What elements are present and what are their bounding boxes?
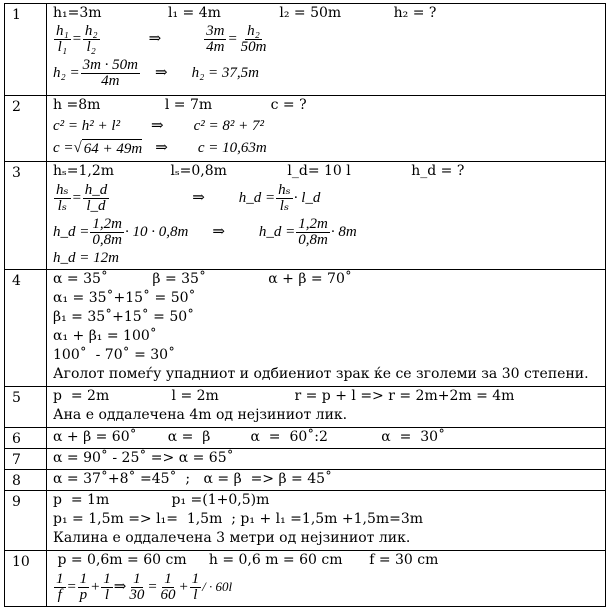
table-row <box>5 551 606 607</box>
row-content <box>47 449 606 470</box>
row-content <box>47 428 606 449</box>
row-content <box>47 470 606 491</box>
row-content <box>47 270 606 387</box>
row-content <box>47 551 606 607</box>
row-number: 1 <box>5 4 47 96</box>
table-row <box>5 96 606 162</box>
given-line: h₁=3m l₁ = 4m l₂ = 50m h₂ = ? <box>53 5 437 21</box>
table-row <box>5 162 606 270</box>
table-row <box>5 491 606 551</box>
lens-equation-line: $\frac{1}{f}$ = $\frac{1}{p}$ + $\frac{1}{l}$ ⇒ $\frac{1}{30}$ = $\frac{1}{60}$ + $\frac{1}{l}$ / · 60l <box>56 570 233 603</box>
row-number: 8 <box>5 470 47 491</box>
text-line: p = 2m l = 2m r = p + l => r = 2m+2m = 4m <box>53 388 515 404</box>
fraction: $\frac{1}{l}$ <box>191 570 200 603</box>
fraction: $\frac{1}{30}$ <box>129 570 145 603</box>
implies-arrow: ⇒ <box>155 65 168 81</box>
result-line: h₂ = $\frac{3m \cdot 50m}{4m}$ ⇒ h₂ = 37,5m <box>53 56 260 89</box>
given-line: h =8m l = 7m c = ? <box>53 97 307 113</box>
row-number: 7 <box>5 449 47 470</box>
text-line: β₁ = 35˚+15˚ = 50˚ <box>53 309 195 325</box>
pythagoras-line: c² = h² + l² ⇒ c² = 8² + 7² <box>53 118 264 134</box>
fraction: $\frac{1,2m}{0,8m}$ <box>92 215 122 248</box>
given-line: hₛ=1,2m lₛ=0,8m l_d= 10 l h_d = ? <box>53 163 465 179</box>
fraction: $\frac{1}{l}$ <box>103 570 111 603</box>
text-line: α = 35˚ β = 35˚ α + β = 70˚ <box>53 271 352 287</box>
text-line: α = 90˚ - 25˚ => α = 65˚ <box>53 450 234 466</box>
text-line: α₁ + β₁ = 100˚ <box>53 328 157 344</box>
conclusion-text: Аголот помеѓу упадниот и одбиениот зрак ќе се зголеми за 30 степени. <box>53 366 589 382</box>
fraction: $\frac{3m}{4m}$ <box>206 22 225 55</box>
table-row <box>5 449 606 470</box>
text-line: α₁ = 35˚+15˚ = 50˚ <box>53 290 196 306</box>
row-number: 3 <box>5 162 47 270</box>
conclusion-text: Калина е оддалечена 3 метри од нејзиниот лик. <box>53 530 411 546</box>
implies-arrow: ⇒ <box>155 140 168 156</box>
fraction: $\frac{\text{h₂}}{50m}$ <box>240 22 267 55</box>
text-line: α = 37˚+8˚ =45˚ ; α = β => β = 45˚ <box>53 471 333 487</box>
proportion-line: $\frac{\text{h₁}}{\text{l₁}}$ = $\frac{\text{h₂}}{\text{l₂}}$ ⇒ $\frac{3m}{4m}$ = $\frac{\text{h₂}}{50m}$ <box>56 22 267 55</box>
table-row <box>5 270 606 387</box>
conclusion-text: Ана е оддалечена 4m од нејзиниот лик. <box>53 407 348 423</box>
row-content <box>47 162 606 270</box>
table-row <box>5 428 606 449</box>
given-line: p = 0,6m = 60 cm h = 0,6 m = 60 cm f = 30 cm <box>53 552 439 568</box>
fraction: $\frac{3m \cdot 50m}{4m}$ <box>82 56 139 89</box>
row-content <box>47 4 606 96</box>
fraction: $\frac{\text{h₁}}{\text{l₁}}$ <box>56 22 69 55</box>
row-content <box>47 387 606 428</box>
implies-arrow: ⇒ <box>192 190 205 206</box>
fraction: $\frac{1}{f}$ <box>56 570 64 603</box>
result-line: c = √ 64 + 49m ⇒ c = 10,63m <box>53 140 267 157</box>
fraction: $\frac{1}{p}$ <box>79 570 88 603</box>
implies-arrow: ⇒ <box>151 118 164 134</box>
computation-line: h_d = $\frac{1,2m}{0,8m}$ · 10 · 0,8m ⇒ h_d = $\frac{1,2m}{0,8m}$ · 8m <box>53 215 357 248</box>
row-content <box>47 491 606 551</box>
table-row <box>5 4 606 96</box>
fraction: $\frac{1,2m}{0,8m}$ <box>298 215 328 248</box>
row-number: 5 <box>5 387 47 428</box>
text-line: 100˚ - 70˚ = 30˚ <box>53 347 176 363</box>
implies-arrow: ⇒ <box>212 224 225 240</box>
row-number: 10 <box>5 551 47 607</box>
solutions-table <box>4 3 606 607</box>
fraction: $\frac{\text{hₛ}}{\text{lₛ}}$ <box>56 181 69 214</box>
text-line: p₁ = 1,5m => l₁= 1,5m ; p₁ + l₁ =1,5m +1,5m=3m <box>53 511 424 527</box>
row-number: 4 <box>5 270 47 387</box>
row-content <box>47 96 606 162</box>
text-line: α + β = 60˚ α = β α = 60˚:2 α = 30˚ <box>53 429 446 445</box>
table-row <box>5 470 606 491</box>
fraction: $\frac{h\_d}{l\_d}$ <box>84 181 108 214</box>
result-line: h_d = 12m <box>53 250 119 266</box>
implies-arrow: ⇒ <box>148 31 162 47</box>
implies-arrow: ⇒ <box>113 579 127 595</box>
row-number: 9 <box>5 491 47 551</box>
fraction: $\frac{\text{hₛ}}{\text{lₛ}}$ <box>278 181 291 214</box>
proportion-line: $\frac{\text{hₛ}}{\text{lₛ}}$ = $\frac{h\_d}{l\_d}$ ⇒ h_d = $\frac{\text{hₛ}}{\text{lₛ}}$ · l_d <box>56 181 321 214</box>
fraction: $\frac{\text{h₂}}{\text{l₂}}$ <box>84 22 98 55</box>
row-number: 6 <box>5 428 47 449</box>
row-number: 2 <box>5 96 47 162</box>
text-line: p = 1m p₁ =(1+0,5)m <box>53 492 270 508</box>
table-row <box>5 387 606 428</box>
fraction: $\frac{1}{60}$ <box>160 570 176 603</box>
